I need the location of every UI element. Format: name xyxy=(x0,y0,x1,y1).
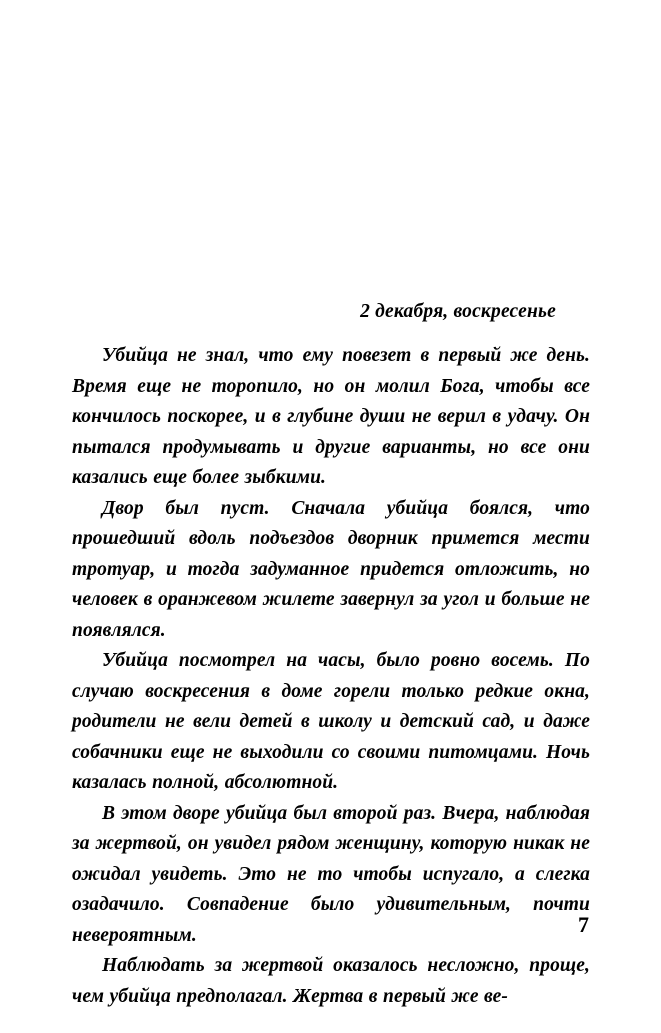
paragraph: В этом дворе убийца был второй раз. Вчера, наблюдая за жертвой, он увидел рядом женщину, которую никак не ожидал увидеть. Это не то чтобы испугало, а слегка озадачило. Совпадение было удивительным, почти невероятным. xyxy=(72,802,590,946)
paragraph: Наблюдать за жертвой оказалось несложно, проще, чем убийца предполагал. Жертва в первый же ве- xyxy=(72,955,590,1007)
paragraph: Убийца посмотрел на часы, было ровно восемь. По случаю воскресения в доме горели только редкие окна, родители не вели детей в школу и детский сад, и даже собачники еще не выходили со своими питомцами. Ночь казалась полной, абсолютной. xyxy=(72,650,590,794)
page-text-block xyxy=(72,300,590,1012)
page-number: 7 xyxy=(578,912,589,937)
paragraph: Двор был пуст. Сначала убийца боялся, что прошедший вдоль подъездов дворник примется мести тротуар, и тогда задуманное придется отложить, но человек в оранжевом жилете завернул за угол и больше не появлялся. xyxy=(72,497,590,641)
paragraph: Убийца не знал, что ему повезет в первый же день. Время еще не торопило, но он молил Бога, чтобы все кончилось поскорее, и в глубине души не верил в удачу. Он пытался продумывать и другие варианты, но все они казались еще более зыбкими. xyxy=(72,345,590,489)
date-heading: 2 декабря, воскресенье xyxy=(360,301,556,322)
